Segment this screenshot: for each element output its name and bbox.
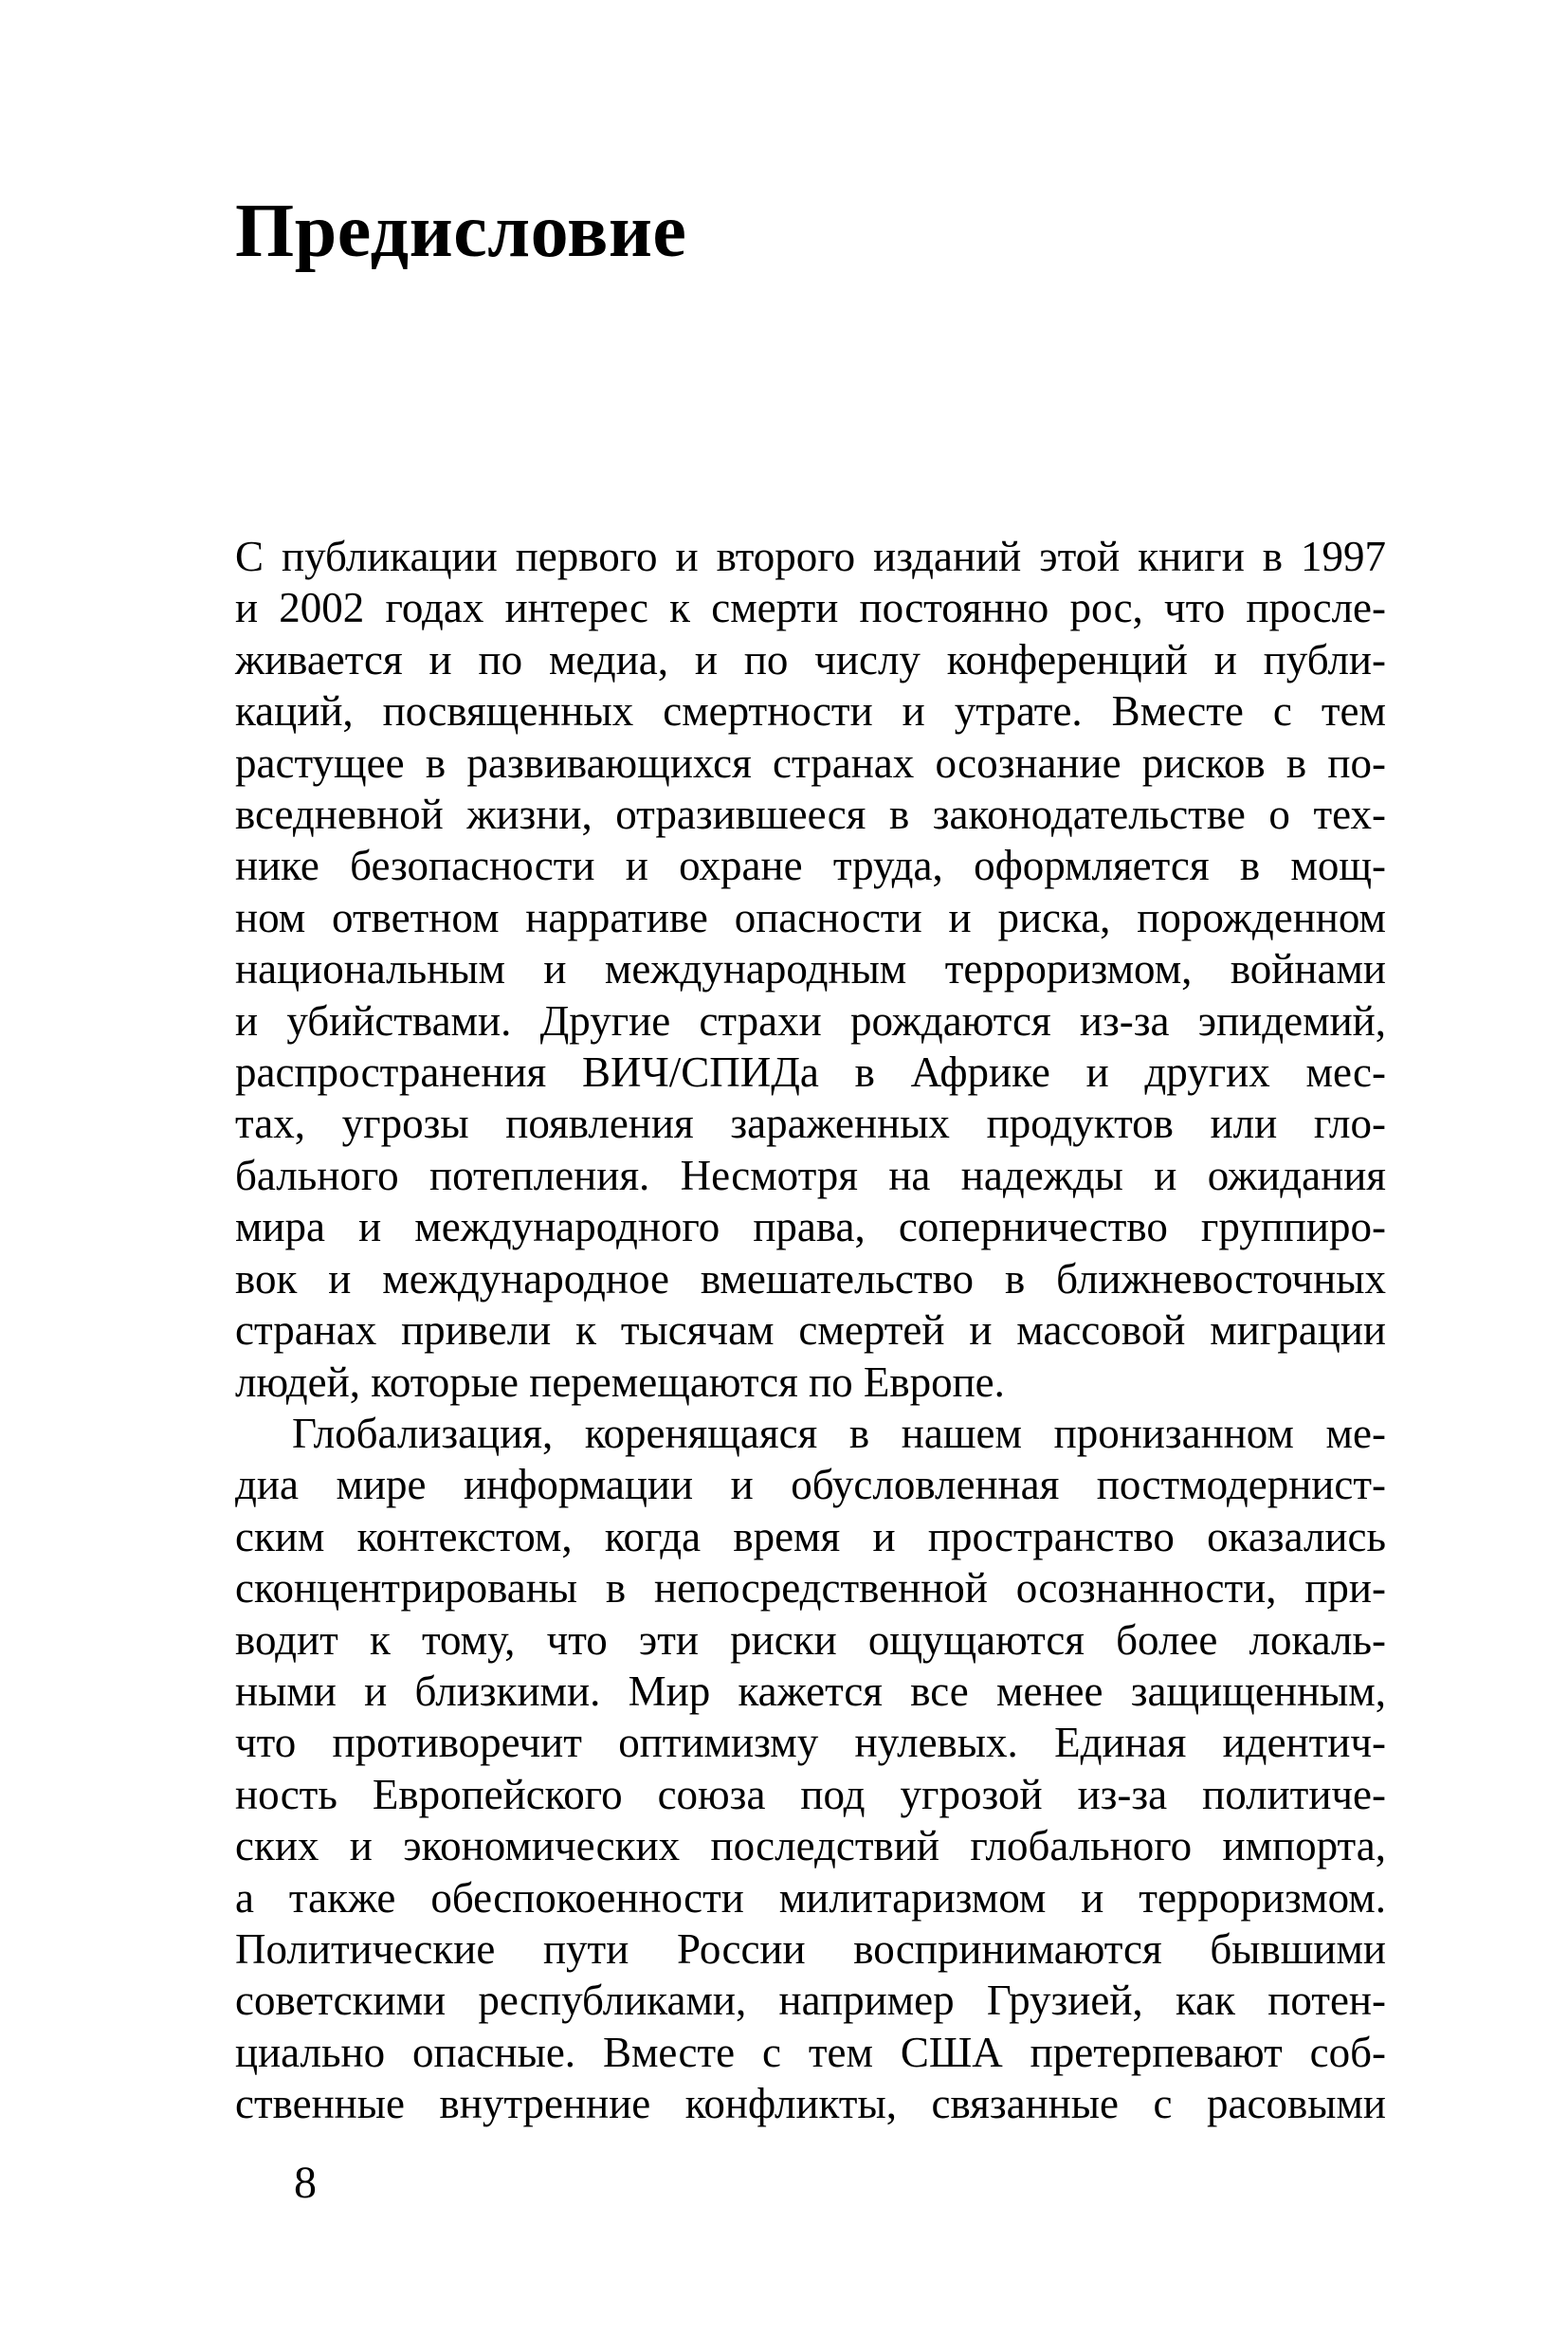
text-line: ность Европейского союза под угрозой из-за политиче- bbox=[235, 1770, 1386, 1818]
text-line: ном ответном нарративе опасности и риска, порожденном bbox=[235, 893, 1386, 941]
text-line: а также обеспокоенности милитаризмом и терроризмом. bbox=[235, 1873, 1386, 1922]
text-line: национальным и международным терроризмом, войнами bbox=[235, 945, 1386, 993]
text-line: Политические пути России воспринимаются бывшими bbox=[235, 1924, 1386, 1973]
text-line: тах, угрозы появления зараженных продуктов или гло- bbox=[235, 1100, 1386, 1148]
text-line: и 2002 годах интерес к смерти постоянно рос, что просле- bbox=[235, 584, 1386, 632]
text-line: С публикации первого и второго изданий этой книги в 1997 bbox=[235, 533, 1386, 580]
text-line: что противоречит оптимизму нулевых. Единая идентич- bbox=[235, 1719, 1386, 1767]
text-line: водит к тому, что эти риски ощущаются более локаль- bbox=[235, 1615, 1386, 1664]
text-line: живается и по медиа, и по числу конференций и публи- bbox=[235, 635, 1386, 683]
text-line: растущее в развивающихся странах осознание рисков в по- bbox=[235, 738, 1386, 787]
text-line: вок и международное вмешательство в ближневосточных bbox=[235, 1254, 1386, 1303]
text-line: мира и международного права, соперничество группиро- bbox=[235, 1203, 1386, 1251]
text-line: нике безопасности и охране труда, оформляется в мощ- bbox=[235, 842, 1386, 890]
text-line: циально опасные. Вместе с тем США претерпевают соб- bbox=[235, 2028, 1386, 2076]
chapter-title: Предисловие bbox=[235, 190, 687, 273]
text-line: странах привели к тысячам смертей и массовой миграции bbox=[235, 1306, 1386, 1355]
page-number: 8 bbox=[294, 2158, 317, 2208]
text-line: сконцентрированы в непосредственной осознанности, при- bbox=[235, 1564, 1386, 1613]
text-line: Глобализация, коренящаяся в нашем пронизанном ме- bbox=[292, 1409, 1386, 1457]
text-line: ственные внутренние конфликты, связанные с расовыми bbox=[235, 2080, 1386, 2128]
text-line: каций, посвященных смертности и утрате. Вместе с тем bbox=[235, 687, 1386, 736]
body-text bbox=[235, 531, 1386, 2130]
text-line: и убийствами. Другие страхи рождаются из-за эпидемий, bbox=[235, 996, 1386, 1045]
text-line: распространения ВИЧ/СПИДа в Африке и других мес- bbox=[235, 1048, 1386, 1097]
text-line: ными и близкими. Мир кажется все менее защищенным, bbox=[235, 1667, 1386, 1715]
text-line: ским контекстом, когда время и пространство оказались bbox=[235, 1512, 1386, 1560]
text-line: бального потепления. Несмотря на надежды и ожидания bbox=[235, 1151, 1386, 1199]
text-line: ских и экономических последствий глобального импорта, bbox=[235, 1822, 1386, 1870]
text-line: советскими республиками, например Грузией, как потен- bbox=[235, 1977, 1386, 2025]
text-line: людей, которые перемещаются по Европе. bbox=[235, 1358, 1005, 1406]
text-line: вседневной жизни, отразившееся в законодательстве о тех- bbox=[235, 791, 1386, 839]
text-line: диа мире информации и обусловленная постмодернист- bbox=[235, 1461, 1386, 1509]
